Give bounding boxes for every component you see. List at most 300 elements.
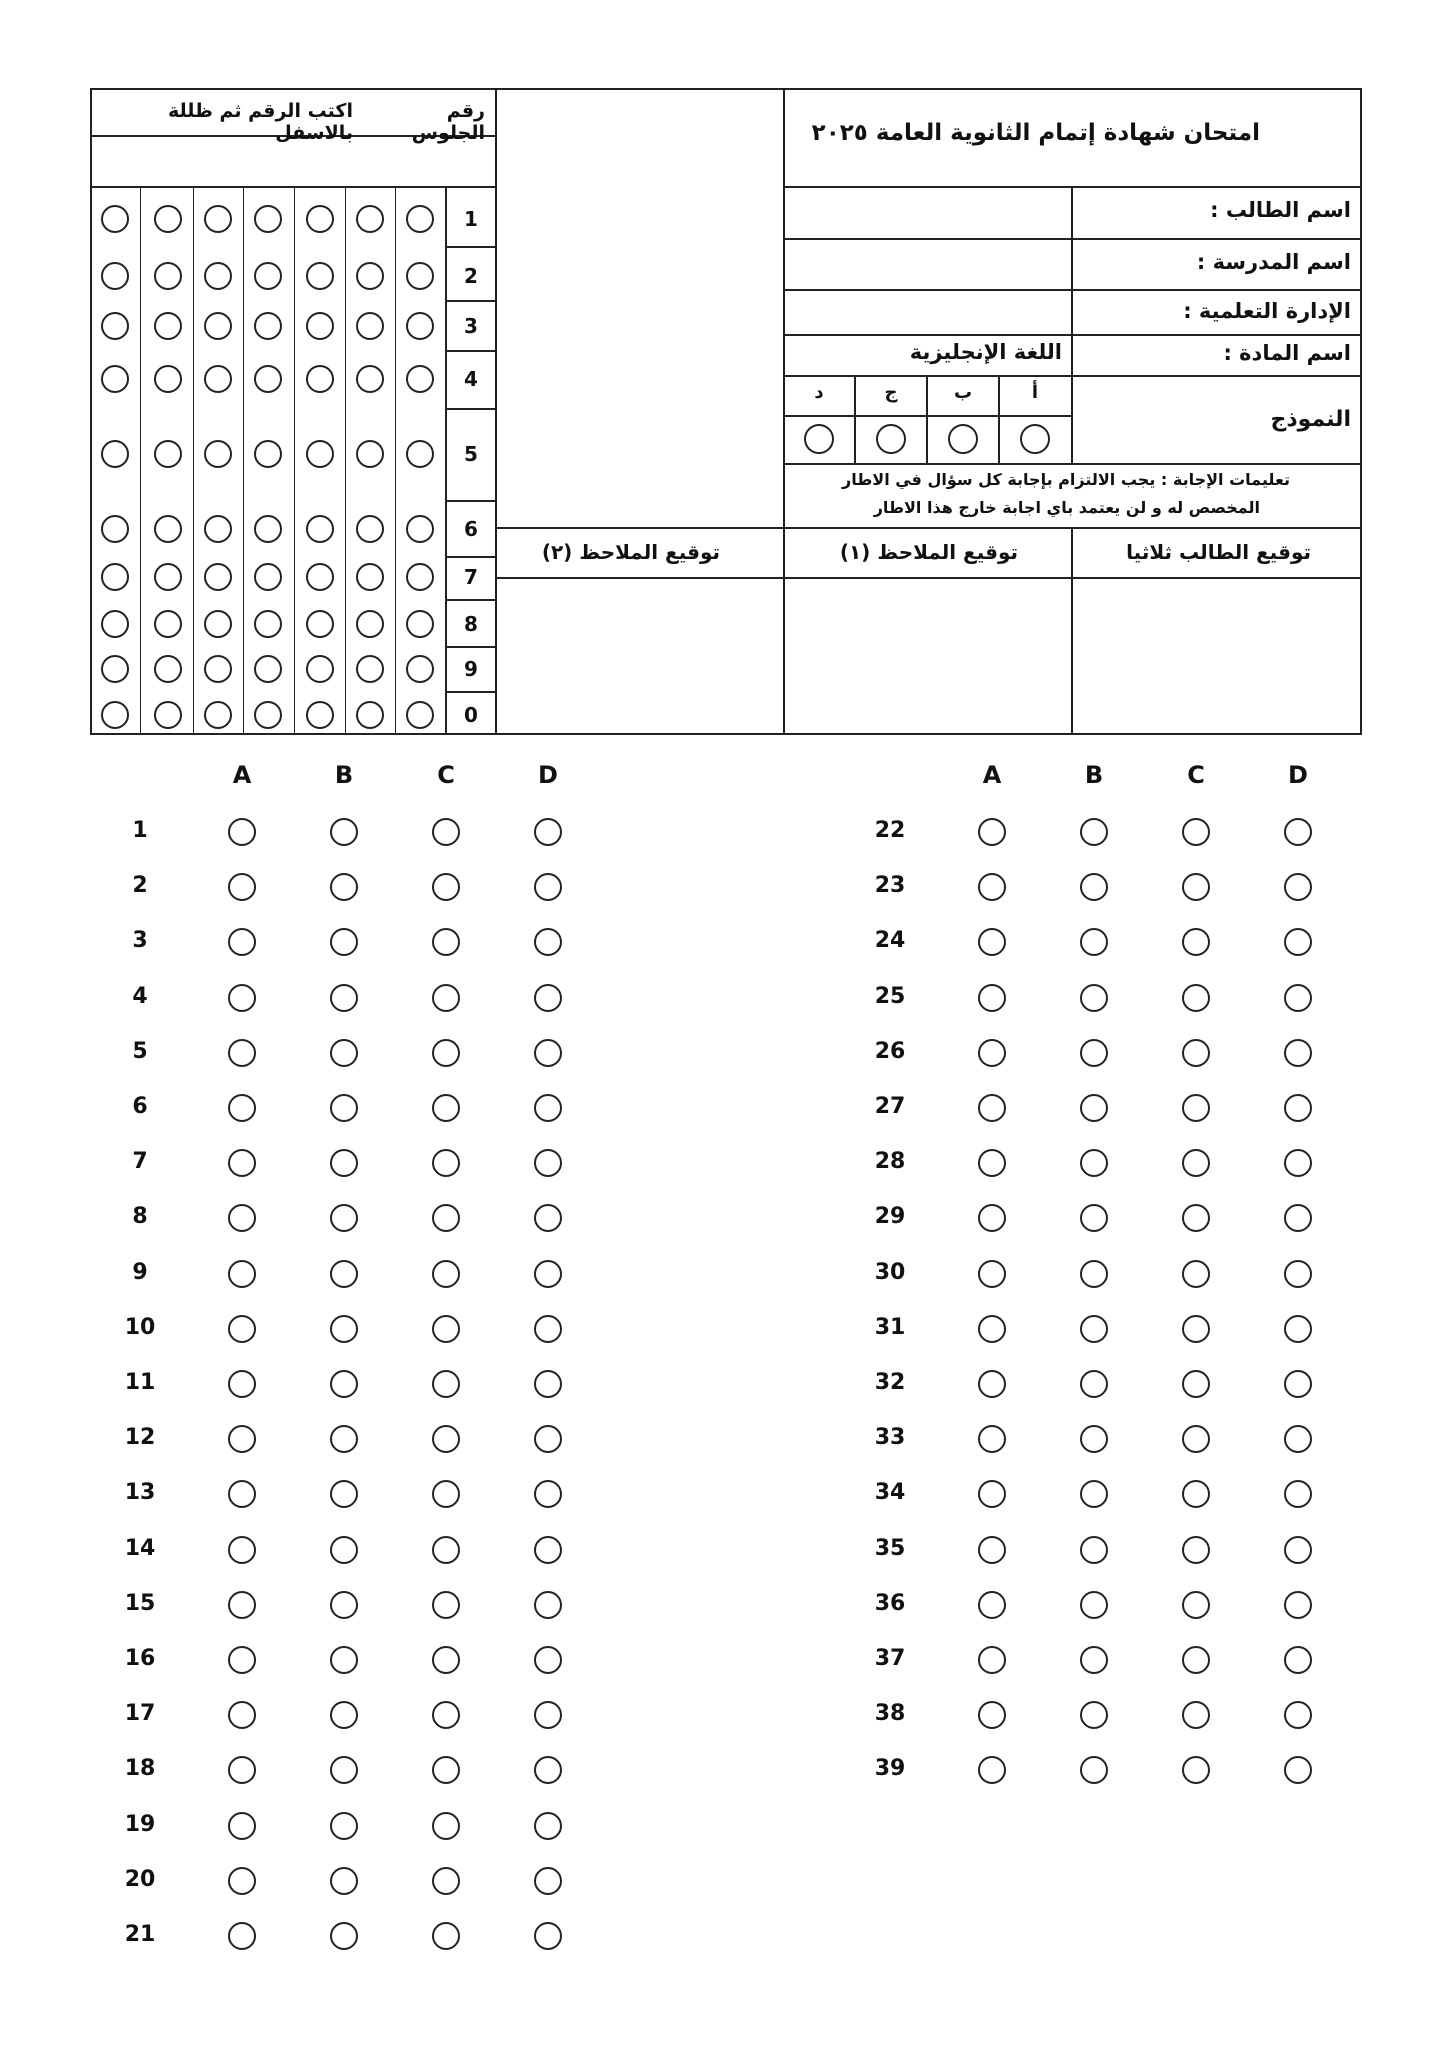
seat-digit-bubble[interactable] bbox=[356, 205, 384, 233]
answer-bubble-b[interactable] bbox=[1080, 818, 1108, 846]
seat-digit-bubble[interactable] bbox=[356, 563, 384, 591]
answer-bubble-a[interactable] bbox=[978, 818, 1006, 846]
answer-bubble-b[interactable] bbox=[1080, 1536, 1108, 1564]
answer-bubble-c[interactable] bbox=[432, 1536, 460, 1564]
answer-bubble-b[interactable] bbox=[1080, 873, 1108, 901]
seat-digit-label: 0 bbox=[464, 703, 478, 727]
answer-bubble-c[interactable] bbox=[1182, 1370, 1210, 1398]
seat-digit-bubble[interactable] bbox=[101, 440, 129, 468]
seat-digit-bubble[interactable] bbox=[154, 262, 182, 290]
answer-bubble-a[interactable] bbox=[228, 1756, 256, 1784]
seat-digit-bubble[interactable] bbox=[101, 312, 129, 340]
answer-bubble-d[interactable] bbox=[1284, 1039, 1312, 1067]
answer-bubble-d[interactable] bbox=[534, 1370, 562, 1398]
seat-digit-bubble[interactable] bbox=[154, 610, 182, 638]
answer-bubble-b[interactable] bbox=[1080, 1591, 1108, 1619]
question-number: 6 bbox=[132, 1094, 148, 1119]
answer-bubble-d[interactable] bbox=[534, 1039, 562, 1067]
answer-bubble-a[interactable] bbox=[978, 1315, 1006, 1343]
seat-digit-bubble[interactable] bbox=[204, 262, 232, 290]
seat-digit-bubble[interactable] bbox=[154, 515, 182, 543]
answer-bubble-c[interactable] bbox=[1182, 1756, 1210, 1784]
answer-bubble-c[interactable] bbox=[1182, 1480, 1210, 1508]
answer-bubble-c[interactable] bbox=[432, 818, 460, 846]
seat-digit-bubble[interactable] bbox=[204, 701, 232, 729]
seat-digit-bubble[interactable] bbox=[254, 515, 282, 543]
model-option-b-bubble[interactable] bbox=[948, 424, 978, 454]
question-number: 29 bbox=[874, 1204, 906, 1230]
seat-digit-bubble[interactable] bbox=[406, 515, 434, 543]
answer-bubble-c[interactable] bbox=[432, 1315, 460, 1343]
seat-digit-bubble[interactable] bbox=[306, 312, 334, 340]
answer-bubble-b[interactable] bbox=[1080, 1260, 1108, 1288]
answer-bubble-a[interactable] bbox=[978, 1260, 1006, 1288]
seat-digit-bubble[interactable] bbox=[406, 563, 434, 591]
seat-digit-bubble[interactable] bbox=[154, 205, 182, 233]
option-header-a: A bbox=[982, 761, 1002, 789]
seat-digit-bubble[interactable] bbox=[154, 655, 182, 683]
question-number: 8 bbox=[132, 1204, 148, 1230]
seat-digit-bubble[interactable] bbox=[406, 610, 434, 638]
student-name-field[interactable] bbox=[785, 188, 1071, 238]
answer-bubble-d[interactable] bbox=[534, 1867, 562, 1895]
seat-digit-label: 6 bbox=[464, 517, 478, 541]
answer-bubble-c[interactable] bbox=[432, 1149, 460, 1177]
seat-digit-bubble[interactable] bbox=[356, 610, 384, 638]
answer-bubble-a[interactable] bbox=[978, 873, 1006, 901]
answer-bubble-d[interactable] bbox=[1284, 1646, 1312, 1674]
seat-digit-label: 1 bbox=[464, 207, 478, 231]
answer-bubble-a[interactable] bbox=[978, 928, 1006, 956]
answer-bubble-b[interactable] bbox=[330, 1039, 358, 1067]
answer-bubble-d[interactable] bbox=[1284, 1425, 1312, 1453]
seat-digit-bubble[interactable] bbox=[204, 563, 232, 591]
answer-bubble-b[interactable] bbox=[330, 1425, 358, 1453]
seat-digit-bubble[interactable] bbox=[254, 262, 282, 290]
question-number: 19 bbox=[124, 1811, 156, 1837]
seat-digit-bubble[interactable] bbox=[406, 205, 434, 233]
answer-bubble-b[interactable] bbox=[330, 1536, 358, 1564]
question-number: 18 bbox=[124, 1756, 156, 1782]
answer-bubble-b[interactable] bbox=[1080, 1370, 1108, 1398]
answer-bubble-d[interactable] bbox=[1284, 1480, 1312, 1508]
answer-bubble-d[interactable] bbox=[534, 873, 562, 901]
answer-bubble-d[interactable] bbox=[1284, 1370, 1312, 1398]
answer-bubble-a[interactable] bbox=[978, 1480, 1006, 1508]
answer-bubble-d[interactable] bbox=[1284, 984, 1312, 1012]
option-header-c: C bbox=[1187, 761, 1205, 789]
observer2-signature-box[interactable] bbox=[497, 579, 783, 733]
answer-bubble-b[interactable] bbox=[330, 1260, 358, 1288]
seat-digit-bubble[interactable] bbox=[204, 312, 232, 340]
question-number: 7 bbox=[132, 1149, 148, 1175]
model-option-d-bubble[interactable] bbox=[804, 424, 834, 454]
answer-bubble-a[interactable] bbox=[978, 1701, 1006, 1729]
seat-digit-bubble[interactable] bbox=[306, 205, 334, 233]
seat-digit-label: 2 bbox=[464, 264, 478, 288]
seat-digit-bubble[interactable] bbox=[356, 701, 384, 729]
answer-bubble-a[interactable] bbox=[228, 1315, 256, 1343]
answer-bubble-d[interactable] bbox=[534, 1094, 562, 1122]
seat-digit-bubble[interactable] bbox=[154, 440, 182, 468]
seat-digit-bubble[interactable] bbox=[254, 365, 282, 393]
answer-bubble-c[interactable] bbox=[432, 984, 460, 1012]
answer-bubble-a[interactable] bbox=[228, 1867, 256, 1895]
seat-number-label: رقم الجلوس bbox=[411, 100, 485, 144]
model-option-c-label: ج bbox=[884, 382, 898, 403]
model-option-a-label: أ bbox=[1031, 382, 1039, 403]
option-header-a: A bbox=[232, 761, 252, 789]
seat-digit-bubble[interactable] bbox=[356, 440, 384, 468]
answer-bubble-d[interactable] bbox=[534, 1315, 562, 1343]
answer-bubble-b[interactable] bbox=[330, 1370, 358, 1398]
seat-digit-bubble[interactable] bbox=[306, 655, 334, 683]
answer-bubble-d[interactable] bbox=[534, 1701, 562, 1729]
seat-digit-bubble[interactable] bbox=[306, 262, 334, 290]
answer-bubble-a[interactable] bbox=[978, 1204, 1006, 1232]
seat-digit-bubble[interactable] bbox=[154, 701, 182, 729]
answer-bubble-a[interactable] bbox=[228, 928, 256, 956]
answer-bubble-b[interactable] bbox=[1080, 1149, 1108, 1177]
seat-digit-bubble[interactable] bbox=[254, 563, 282, 591]
answer-bubble-d[interactable] bbox=[534, 1536, 562, 1564]
observer1-signature-box[interactable] bbox=[785, 579, 1071, 733]
seat-digit-bubble[interactable] bbox=[306, 365, 334, 393]
seat-digit-bubble[interactable] bbox=[101, 655, 129, 683]
seat-digit-bubble[interactable] bbox=[306, 610, 334, 638]
answer-bubble-c[interactable] bbox=[1182, 1039, 1210, 1067]
question-number: 22 bbox=[874, 818, 906, 843]
question-number: 4 bbox=[132, 983, 148, 1009]
answer-bubble-d[interactable] bbox=[534, 928, 562, 956]
student-name-label: اسم الطالب : bbox=[1210, 198, 1351, 222]
option-header-b: B bbox=[1084, 761, 1104, 789]
answer-bubble-a[interactable] bbox=[978, 1370, 1006, 1398]
answer-bubble-d[interactable] bbox=[1284, 1536, 1312, 1564]
answer-bubble-a[interactable] bbox=[228, 1536, 256, 1564]
answer-bubble-a[interactable] bbox=[978, 1039, 1006, 1067]
answer-bubble-d[interactable] bbox=[534, 1646, 562, 1674]
answer-bubble-b[interactable] bbox=[330, 1480, 358, 1508]
question-number: 25 bbox=[874, 983, 906, 1009]
model-option-d-label: د bbox=[814, 382, 824, 403]
answer-bubble-d[interactable] bbox=[534, 818, 562, 846]
answer-bubble-d[interactable] bbox=[1284, 1260, 1312, 1288]
answer-bubble-c[interactable] bbox=[432, 1867, 460, 1895]
seat-digit-bubble[interactable] bbox=[204, 205, 232, 233]
observer1-signature-label: توقيع الملاحظ (١) bbox=[839, 540, 1018, 564]
answer-bubble-c[interactable] bbox=[432, 873, 460, 901]
answer-bubble-c[interactable] bbox=[1182, 1425, 1210, 1453]
question-number: 27 bbox=[874, 1094, 906, 1119]
answer-bubble-a[interactable] bbox=[978, 1094, 1006, 1122]
answer-bubble-c[interactable] bbox=[1182, 1646, 1210, 1674]
seat-digit-bubble[interactable] bbox=[356, 365, 384, 393]
question-number: 36 bbox=[874, 1590, 906, 1616]
answer-bubble-d[interactable] bbox=[534, 1756, 562, 1784]
answer-bubble-a[interactable] bbox=[228, 1149, 256, 1177]
seat-digit-bubble[interactable] bbox=[254, 610, 282, 638]
answer-bubble-b[interactable] bbox=[1080, 1039, 1108, 1067]
answer-bubble-b[interactable] bbox=[1080, 928, 1108, 956]
answer-bubble-c[interactable] bbox=[432, 1922, 460, 1950]
student-signature-label: توقيع الطالب ثلاثيا bbox=[1126, 540, 1311, 564]
answer-bubble-b[interactable] bbox=[1080, 984, 1108, 1012]
seat-digit-bubble[interactable] bbox=[356, 262, 384, 290]
question-number: 9 bbox=[132, 1259, 148, 1285]
answer-bubble-c[interactable] bbox=[432, 928, 460, 956]
answer-bubble-b[interactable] bbox=[330, 1646, 358, 1674]
answer-bubble-b[interactable] bbox=[330, 1094, 358, 1122]
seat-digit-bubble[interactable] bbox=[406, 655, 434, 683]
answer-bubble-c[interactable] bbox=[1182, 1149, 1210, 1177]
option-header-c: C bbox=[437, 761, 455, 789]
question-number: 26 bbox=[874, 1038, 906, 1064]
question-number: 30 bbox=[874, 1259, 906, 1285]
student-signature-box[interactable] bbox=[1073, 579, 1360, 733]
question-number: 16 bbox=[124, 1646, 156, 1671]
answer-bubble-b[interactable] bbox=[330, 1812, 358, 1840]
answer-bubble-a[interactable] bbox=[228, 818, 256, 846]
answer-bubble-a[interactable] bbox=[978, 1646, 1006, 1674]
seat-digit-bubble[interactable] bbox=[406, 440, 434, 468]
question-number: 11 bbox=[124, 1370, 156, 1395]
seat-digit-bubble[interactable] bbox=[204, 515, 232, 543]
seat-number-instruction: اكتب الرقم ثم ظللة بالاسفل bbox=[167, 100, 353, 144]
answer-bubble-a[interactable] bbox=[228, 1039, 256, 1067]
answer-bubble-a[interactable] bbox=[978, 1425, 1006, 1453]
answer-bubble-a[interactable] bbox=[228, 1480, 256, 1508]
answer-bubble-d[interactable] bbox=[534, 984, 562, 1012]
answer-bubble-d[interactable] bbox=[1284, 1591, 1312, 1619]
answer-bubble-d[interactable] bbox=[1284, 1149, 1312, 1177]
answer-bubble-b[interactable] bbox=[1080, 1480, 1108, 1508]
school-name-label: اسم المدرسة : bbox=[1196, 250, 1351, 274]
answer-bubble-a[interactable] bbox=[228, 984, 256, 1012]
answer-bubble-a[interactable] bbox=[228, 1425, 256, 1453]
exam-title: امتحان شهادة إتمام الثانوية العامة ٢٠٢٥ bbox=[811, 120, 1260, 146]
seat-digit-bubble[interactable] bbox=[356, 515, 384, 543]
answer-bubble-c[interactable] bbox=[1182, 1315, 1210, 1343]
seat-digit-bubble[interactable] bbox=[101, 610, 129, 638]
answer-bubble-c[interactable] bbox=[432, 1204, 460, 1232]
answer-bubble-a[interactable] bbox=[228, 1646, 256, 1674]
seat-digit-bubble[interactable] bbox=[101, 701, 129, 729]
answer-bubble-b[interactable] bbox=[330, 1204, 358, 1232]
seat-digit-bubble[interactable] bbox=[306, 563, 334, 591]
question-number: 37 bbox=[874, 1646, 906, 1671]
answer-bubble-c[interactable] bbox=[432, 1591, 460, 1619]
seat-digit-bubble[interactable] bbox=[406, 701, 434, 729]
instructions-line-1: تعليمات الإجابة : يجب الالتزام بإجابة كل سؤال في الاطار bbox=[841, 470, 1290, 489]
answer-bubble-a[interactable] bbox=[978, 1591, 1006, 1619]
answer-bubble-c[interactable] bbox=[432, 1094, 460, 1122]
answer-bubble-c[interactable] bbox=[432, 1646, 460, 1674]
seat-digit-bubble[interactable] bbox=[406, 365, 434, 393]
answer-bubble-c[interactable] bbox=[1182, 1204, 1210, 1232]
answer-bubble-c[interactable] bbox=[432, 1812, 460, 1840]
answer-bubble-d[interactable] bbox=[1284, 818, 1312, 846]
seat-digit-bubble[interactable] bbox=[356, 312, 384, 340]
question-number: 32 bbox=[874, 1370, 906, 1395]
answer-bubble-d[interactable] bbox=[1284, 1094, 1312, 1122]
answer-bubble-b[interactable] bbox=[330, 1867, 358, 1895]
seat-digit-bubble[interactable] bbox=[204, 440, 232, 468]
answer-bubble-c[interactable] bbox=[432, 1260, 460, 1288]
observer2-signature-label: توقيع الملاحظ (٢) bbox=[541, 540, 720, 564]
seat-digit-bubble[interactable] bbox=[101, 365, 129, 393]
answer-bubble-b[interactable] bbox=[1080, 1646, 1108, 1674]
seat-digit-bubble[interactable] bbox=[306, 440, 334, 468]
answer-bubble-d[interactable] bbox=[534, 1425, 562, 1453]
answer-bubble-a[interactable] bbox=[228, 1260, 256, 1288]
answer-bubble-d[interactable] bbox=[1284, 1204, 1312, 1232]
subject-value: اللغة الإنجليزية bbox=[909, 340, 1062, 364]
answer-bubble-c[interactable] bbox=[1182, 1591, 1210, 1619]
answer-bubble-d[interactable] bbox=[534, 1922, 562, 1950]
instructions-line-2: المخصص له و لن يعتمد باي اجابة خارج هذا الاطار bbox=[873, 498, 1260, 517]
answer-bubble-a[interactable] bbox=[228, 1922, 256, 1950]
answer-bubble-a[interactable] bbox=[228, 1701, 256, 1729]
answer-bubble-b[interactable] bbox=[330, 873, 358, 901]
answer-bubble-b[interactable] bbox=[330, 1315, 358, 1343]
seat-digit-bubble[interactable] bbox=[101, 205, 129, 233]
seat-digit-bubble[interactable] bbox=[204, 610, 232, 638]
answer-bubble-c[interactable] bbox=[1182, 1701, 1210, 1729]
answer-bubble-b[interactable] bbox=[1080, 1204, 1108, 1232]
seat-digit-bubble[interactable] bbox=[101, 515, 129, 543]
question-number: 17 bbox=[124, 1701, 156, 1727]
answer-bubble-b[interactable] bbox=[330, 928, 358, 956]
answer-bubble-a[interactable] bbox=[978, 1149, 1006, 1177]
answer-bubble-d[interactable] bbox=[1284, 873, 1312, 901]
admin-field[interactable] bbox=[785, 291, 1071, 334]
question-number: 34 bbox=[874, 1480, 906, 1506]
option-header-d: D bbox=[1288, 761, 1308, 789]
seat-digit-label: 4 bbox=[464, 367, 478, 391]
answer-bubble-b[interactable] bbox=[330, 1922, 358, 1950]
answer-bubble-b[interactable] bbox=[1080, 1701, 1108, 1729]
seat-digit-label: 5 bbox=[464, 442, 478, 466]
seat-digit-bubble[interactable] bbox=[204, 655, 232, 683]
answer-bubble-a[interactable] bbox=[228, 1204, 256, 1232]
seat-digit-bubble[interactable] bbox=[254, 655, 282, 683]
seat-number-write-box[interactable] bbox=[92, 137, 495, 186]
question-number: 21 bbox=[124, 1922, 156, 1947]
question-number: 28 bbox=[874, 1149, 906, 1175]
seat-digit-bubble[interactable] bbox=[306, 515, 334, 543]
question-number: 20 bbox=[124, 1866, 156, 1892]
question-number: 2 bbox=[132, 873, 148, 899]
seat-digit-bubble[interactable] bbox=[154, 365, 182, 393]
question-number: 38 bbox=[874, 1701, 906, 1727]
question-number: 24 bbox=[874, 928, 906, 954]
answer-bubble-c[interactable] bbox=[432, 1756, 460, 1784]
answer-bubble-c[interactable] bbox=[1182, 818, 1210, 846]
question-number: 23 bbox=[874, 873, 906, 899]
seat-digit-bubble[interactable] bbox=[356, 655, 384, 683]
seat-digit-bubble[interactable] bbox=[406, 262, 434, 290]
answer-bubble-a[interactable] bbox=[228, 1094, 256, 1122]
answer-bubble-d[interactable] bbox=[1284, 1315, 1312, 1343]
answer-bubble-d[interactable] bbox=[1284, 1756, 1312, 1784]
school-name-field[interactable] bbox=[785, 240, 1071, 289]
answer-bubble-d[interactable] bbox=[534, 1260, 562, 1288]
subject-label: اسم المادة : bbox=[1223, 341, 1351, 365]
seat-digit-label: 8 bbox=[464, 612, 478, 636]
seat-digit-bubble[interactable] bbox=[101, 262, 129, 290]
answer-bubble-a[interactable] bbox=[228, 1370, 256, 1398]
answer-bubble-c[interactable] bbox=[432, 1480, 460, 1508]
answer-bubble-d[interactable] bbox=[1284, 1701, 1312, 1729]
answer-bubble-a[interactable] bbox=[228, 1812, 256, 1840]
answer-bubble-c[interactable] bbox=[1182, 928, 1210, 956]
answer-bubble-a[interactable] bbox=[228, 1591, 256, 1619]
answer-bubble-d[interactable] bbox=[1284, 928, 1312, 956]
seat-digit-bubble[interactable] bbox=[204, 365, 232, 393]
answer-bubble-b[interactable] bbox=[330, 984, 358, 1012]
answer-bubble-c[interactable] bbox=[432, 1039, 460, 1067]
seat-digit-bubble[interactable] bbox=[254, 440, 282, 468]
answer-bubble-a[interactable] bbox=[978, 1536, 1006, 1564]
seat-digit-label: 9 bbox=[464, 657, 478, 681]
answer-bubble-c[interactable] bbox=[1182, 873, 1210, 901]
question-number: 13 bbox=[124, 1480, 156, 1506]
answer-bubble-c[interactable] bbox=[432, 1370, 460, 1398]
seat-digit-label: 7 bbox=[464, 565, 478, 589]
answer-bubble-b[interactable] bbox=[330, 1756, 358, 1784]
answer-bubble-b[interactable] bbox=[1080, 1094, 1108, 1122]
answer-bubble-b[interactable] bbox=[330, 818, 358, 846]
answer-bubble-a[interactable] bbox=[228, 873, 256, 901]
answer-bubble-d[interactable] bbox=[534, 1149, 562, 1177]
answer-bubble-c[interactable] bbox=[1182, 984, 1210, 1012]
model-option-a-bubble[interactable] bbox=[1020, 424, 1050, 454]
seat-digit-bubble[interactable] bbox=[154, 312, 182, 340]
model-label: النموذج bbox=[1270, 407, 1351, 432]
answer-bubble-b[interactable] bbox=[1080, 1756, 1108, 1784]
question-number: 14 bbox=[124, 1535, 156, 1561]
answer-bubble-b[interactable] bbox=[330, 1701, 358, 1729]
answer-bubble-a[interactable] bbox=[978, 1756, 1006, 1784]
answer-bubble-b[interactable] bbox=[1080, 1315, 1108, 1343]
answer-bubble-b[interactable] bbox=[330, 1591, 358, 1619]
answer-bubble-b[interactable] bbox=[330, 1149, 358, 1177]
model-option-b-label: ب bbox=[953, 382, 973, 403]
seat-digit-bubble[interactable] bbox=[101, 563, 129, 591]
answer-bubble-d[interactable] bbox=[534, 1591, 562, 1619]
seat-digit-bubble[interactable] bbox=[254, 701, 282, 729]
answer-bubble-c[interactable] bbox=[1182, 1260, 1210, 1288]
answer-bubble-a[interactable] bbox=[978, 984, 1006, 1012]
seat-digit-bubble[interactable] bbox=[406, 312, 434, 340]
question-number: 39 bbox=[874, 1756, 906, 1782]
answer-bubble-d[interactable] bbox=[534, 1480, 562, 1508]
answer-bubble-b[interactable] bbox=[1080, 1425, 1108, 1453]
model-option-c-bubble[interactable] bbox=[876, 424, 906, 454]
answer-bubble-c[interactable] bbox=[1182, 1094, 1210, 1122]
seat-digit-bubble[interactable] bbox=[306, 701, 334, 729]
answer-bubble-c[interactable] bbox=[1182, 1536, 1210, 1564]
seat-digit-bubble[interactable] bbox=[154, 563, 182, 591]
seat-digit-bubble[interactable] bbox=[254, 205, 282, 233]
question-number: 12 bbox=[124, 1425, 156, 1451]
answer-bubble-c[interactable] bbox=[432, 1425, 460, 1453]
answer-bubble-d[interactable] bbox=[534, 1204, 562, 1232]
seat-digit-bubble[interactable] bbox=[254, 312, 282, 340]
answer-bubble-d[interactable] bbox=[534, 1812, 562, 1840]
answer-bubble-c[interactable] bbox=[432, 1701, 460, 1729]
